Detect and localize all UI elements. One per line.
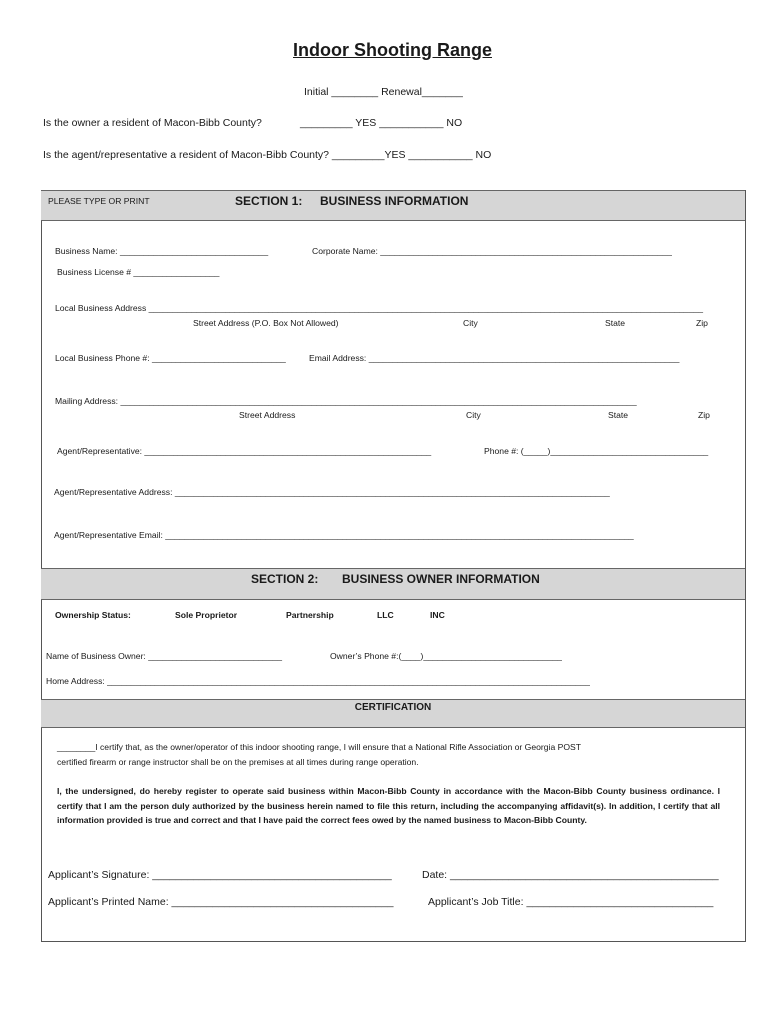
- date-field[interactable]: Date: ______________________________________________: [422, 869, 719, 881]
- section2-heading: BUSINESS OWNER INFORMATION: [342, 572, 540, 586]
- section1-heading: BUSINESS INFORMATION: [320, 194, 469, 208]
- mailing-state-label: State: [608, 410, 629, 420]
- ownership-option-inc[interactable]: INC: [430, 610, 445, 620]
- mailing-address-field[interactable]: Mailing Address: ____________________________________________________________________________________________________________: [55, 396, 637, 406]
- applicant-job-title-field[interactable]: Applicant’s Job Title: ________________________________: [428, 896, 714, 908]
- ownership-option-partnership[interactable]: Partnership: [286, 610, 334, 620]
- local-address-state-label: State: [605, 318, 626, 328]
- applicant-printed-name-field[interactable]: Applicant’s Printed Name: ______________________________________: [48, 896, 394, 908]
- home-address-field[interactable]: Home Address: _____________________________________________________________________________________________________: [46, 676, 590, 686]
- business-license-field[interactable]: Business License # __________________: [57, 267, 220, 277]
- owner-resident-answers[interactable]: _________ YES ___________ NO: [300, 117, 463, 129]
- mailing-city-label: City: [466, 410, 481, 420]
- agent-resident-question[interactable]: Is the agent/representative a resident of Macon-Bibb County? _________YES ___________ NO: [43, 149, 492, 161]
- corporate-name-field[interactable]: Corporate Name: _____________________________________________________________: [312, 246, 672, 256]
- certification-heading: CERTIFICATION: [354, 702, 432, 713]
- mailing-zip-label: Zip: [698, 410, 710, 420]
- owner-resident-question: Is the owner a resident of Macon-Bibb County?: [43, 117, 262, 129]
- certification-declaration: I, the undersigned, do hereby register to operate said business within Macon-Bibb County in accordance with the Macon-Bibb County business ordinance. I certify that I am the person duly authorized by the business herein named to file this return, including the accompanying affidavit(s). In addition, I certify that all information provided is true and correct and that I have paid the correct fees owed by the named business to Macon-Bibb County.: [57, 786, 720, 825]
- mailing-street-label: Street Address: [239, 410, 296, 420]
- owner-phone-field[interactable]: Owner’s Phone #:(____)_____________________________: [330, 651, 562, 661]
- business-name-field[interactable]: Business Name: _______________________________: [55, 246, 269, 256]
- section2-label: SECTION 2:: [251, 572, 319, 586]
- local-address-street-label: Street Address (P.O. Box Not Allowed): [193, 318, 339, 328]
- agent-email-field[interactable]: Agent/Representative Email: __________________________________________________________________________________________________: [54, 530, 634, 540]
- local-address-zip-label: Zip: [696, 318, 708, 328]
- ownership-status-label: Ownership Status:: [55, 610, 131, 620]
- local-address-city-label: City: [463, 318, 478, 328]
- local-phone-field[interactable]: Local Business Phone #: ____________________________: [55, 353, 286, 363]
- certification-statement-line2: certified firearm or range instructor shall be on the premises at all times during range operation.: [57, 757, 419, 767]
- agent-field[interactable]: Agent/Representative: ____________________________________________________________: [57, 446, 432, 456]
- applicant-signature-field[interactable]: Applicant’s Signature: _________________________________________: [48, 869, 392, 881]
- local-address-field[interactable]: Local Business Address ____________________________________________________________________________________________________________________: [55, 303, 704, 313]
- owner-name-field[interactable]: Name of Business Owner: ____________________________: [46, 651, 283, 661]
- agent-address-field[interactable]: Agent/Representative Address: ___________________________________________________________________________________________: [54, 487, 610, 497]
- ownership-option-sole-proprietor[interactable]: Sole Proprietor: [175, 610, 238, 620]
- email-field[interactable]: Email Address: _________________________________________________________________: [309, 353, 680, 363]
- section1-label: SECTION 1:: [235, 194, 303, 208]
- ownership-option-llc[interactable]: LLC: [377, 610, 394, 620]
- application-type-line[interactable]: Initial ________ Renewal_______: [304, 86, 463, 98]
- page-title: Indoor Shooting Range: [293, 40, 492, 60]
- print-note: PLEASE TYPE OR PRINT: [48, 196, 150, 206]
- agent-phone-field[interactable]: Phone #: (_____)_________________________________: [484, 446, 709, 456]
- certification-statement-line1[interactable]: ________I certify that, as the owner/operator of this indoor shooting range, I will ensure that a National Rifle Association or Georgia POST: [57, 742, 582, 752]
